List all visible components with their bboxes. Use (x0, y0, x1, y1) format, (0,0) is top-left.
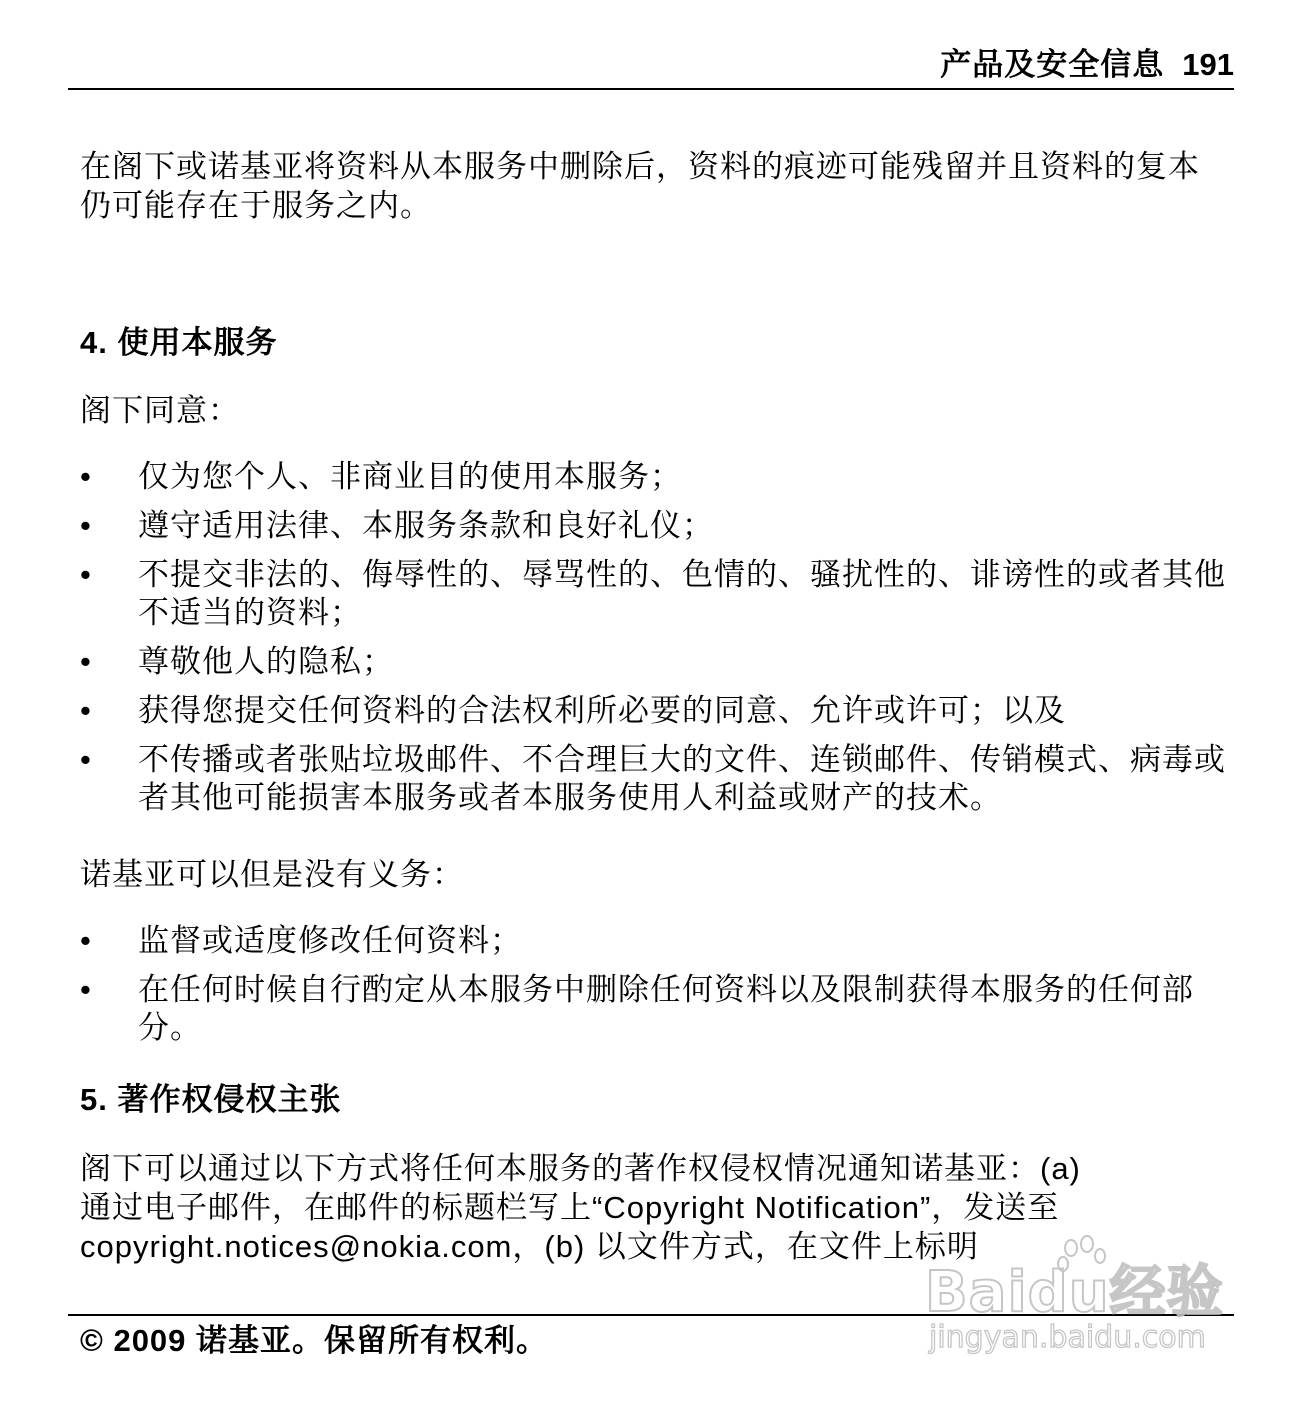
list-item (80, 971, 1229, 1047)
list-item-text: 仅为您个人、非商业目的使用本服务； (138, 459, 682, 494)
list-item (80, 458, 1229, 496)
list-item-text: 在任何时候自行酌定从本服务中删除任何资料以及限制获得本服务的任何部分。 (138, 972, 1194, 1045)
watermark-url: jingyan.baidu.com (929, 1320, 1206, 1355)
section-5-heading: 5. 著作权侵权主张 (80, 1082, 342, 1117)
bullet-icon: • (80, 972, 92, 1007)
nokia-list (80, 922, 1229, 1058)
section-4-heading: 4. 使用本服务 (80, 325, 278, 360)
list-item-text: 监督或适度修改任何资料； (138, 923, 522, 958)
agree-list (80, 458, 1229, 828)
paragraph-line: 阁下可以通过以下方式将任何本服务的著作权侵权情况通知诺基亚：(a) (80, 1151, 1081, 1186)
header-title: 产品及安全信息 (940, 47, 1165, 82)
page-header (68, 44, 1234, 90)
list-item (80, 692, 1229, 730)
bullet-icon: • (80, 508, 92, 543)
copyright-text: © 2009 诺基亚。保留所有权利。 (80, 1323, 549, 1358)
list-item-text: 尊敬他人的隐私； (138, 644, 394, 679)
paragraph-line: 通过电子邮件，在邮件的标题栏写上“Copyright Notification”，发送至 (80, 1190, 1060, 1225)
bullet-icon: • (80, 644, 92, 679)
page-number: 191 (1182, 47, 1234, 82)
list-item (80, 556, 1229, 632)
list-item-text: 获得您提交任何资料的合法权利所必要的同意、允许或许可；以及 (138, 693, 1066, 728)
list-item (80, 643, 1229, 681)
bullet-icon: • (80, 923, 92, 958)
intro-paragraph: 在阁下或诺基亚将资料从本服务中删除后，资料的痕迹可能残留并且资料的复本仍可能存在于服务之内。 (80, 149, 1200, 223)
paragraph-line: copyright.notices@nokia.com，(b) 以文件方式，在文件上标明 (80, 1229, 979, 1264)
watermark-brand: Baidu经验 (925, 1260, 1224, 1325)
bullet-icon: • (80, 557, 92, 592)
list-item-text: 遵守适用法律、本服务条款和良好礼仪； (138, 508, 714, 543)
list-item (80, 507, 1229, 545)
list-item-text: 不传播或者张贴垃圾邮件、不合理巨大的文件、连锁邮件、传销模式、病毒或者其他可能损害本服务或者本服务使用人利益或财产的技术。 (138, 742, 1226, 815)
nokia-intro: 诺基亚可以但是没有义务： (80, 857, 464, 892)
list-item (80, 741, 1229, 817)
agree-intro: 阁下同意： (80, 393, 240, 428)
baidu-watermark (925, 1248, 1225, 1368)
list-item (80, 922, 1229, 960)
bullet-icon: • (80, 693, 92, 728)
list-item-text: 不提交非法的、侮辱性的、辱骂性的、色情的、骚扰性的、诽谤性的或者其他不适当的资料； (138, 557, 1226, 630)
bullet-icon: • (80, 459, 92, 494)
bullet-icon: • (80, 742, 92, 777)
